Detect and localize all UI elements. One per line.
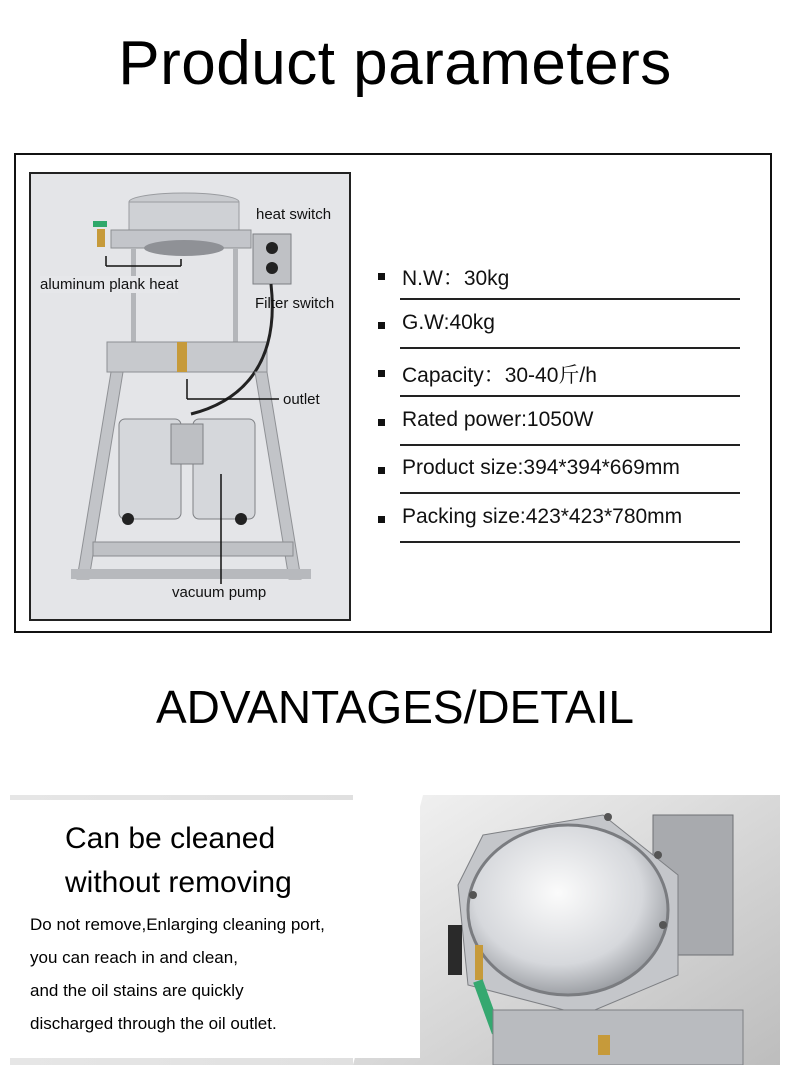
spec-item xyxy=(378,355,740,404)
spec-item xyxy=(378,452,740,501)
divider xyxy=(400,395,740,397)
advantage-text: you can reach in and clean, xyxy=(30,948,238,967)
bullet-icon xyxy=(378,516,385,523)
advantage-text: and the oil stains are quickly xyxy=(30,981,244,1000)
advantage-text: Do not remove,Enlarging cleaning port, xyxy=(30,915,325,934)
aluminum-plank-heat-label: aluminum plank heat xyxy=(40,276,179,293)
spec-item xyxy=(378,258,740,307)
bullet-icon xyxy=(378,370,385,377)
divider xyxy=(400,492,740,494)
spec-text: Packing size:423*423*780mm xyxy=(402,504,683,528)
divider xyxy=(400,347,740,349)
divider xyxy=(400,444,740,446)
spec-text: Capacity：30-40斤/h xyxy=(402,364,597,387)
spec-text: N.W：30kg xyxy=(402,267,510,290)
divider xyxy=(400,541,740,543)
spec-item xyxy=(378,501,740,550)
vacuum-pump-label: vacuum pump xyxy=(172,584,267,601)
bullet-icon xyxy=(378,273,385,280)
spec-item xyxy=(378,404,740,453)
section-title: ADVANTAGES/DETAIL xyxy=(156,681,634,733)
advantage-heading: without removing xyxy=(65,866,292,899)
outlet-label: outlet xyxy=(283,391,320,408)
spec-text: Product size:394*394*669mm xyxy=(402,456,680,479)
advantage-text: discharged through the oil outlet. xyxy=(30,1014,277,1033)
bullet-icon xyxy=(378,322,385,329)
bullet-icon xyxy=(378,467,385,474)
divider xyxy=(400,298,740,300)
bullet-icon xyxy=(378,419,385,426)
filter-switch-label: Filter switch xyxy=(255,295,335,312)
spec-text: G.W:40kg xyxy=(402,310,495,334)
spec-text: Rated power:1050W xyxy=(402,407,594,431)
spec-list xyxy=(378,258,740,549)
advantage-heading: Can be cleaned xyxy=(65,822,276,855)
heat-switch-label: heat switch xyxy=(256,206,332,223)
page-title: Product parameters xyxy=(118,29,672,98)
spec-item xyxy=(378,307,740,356)
